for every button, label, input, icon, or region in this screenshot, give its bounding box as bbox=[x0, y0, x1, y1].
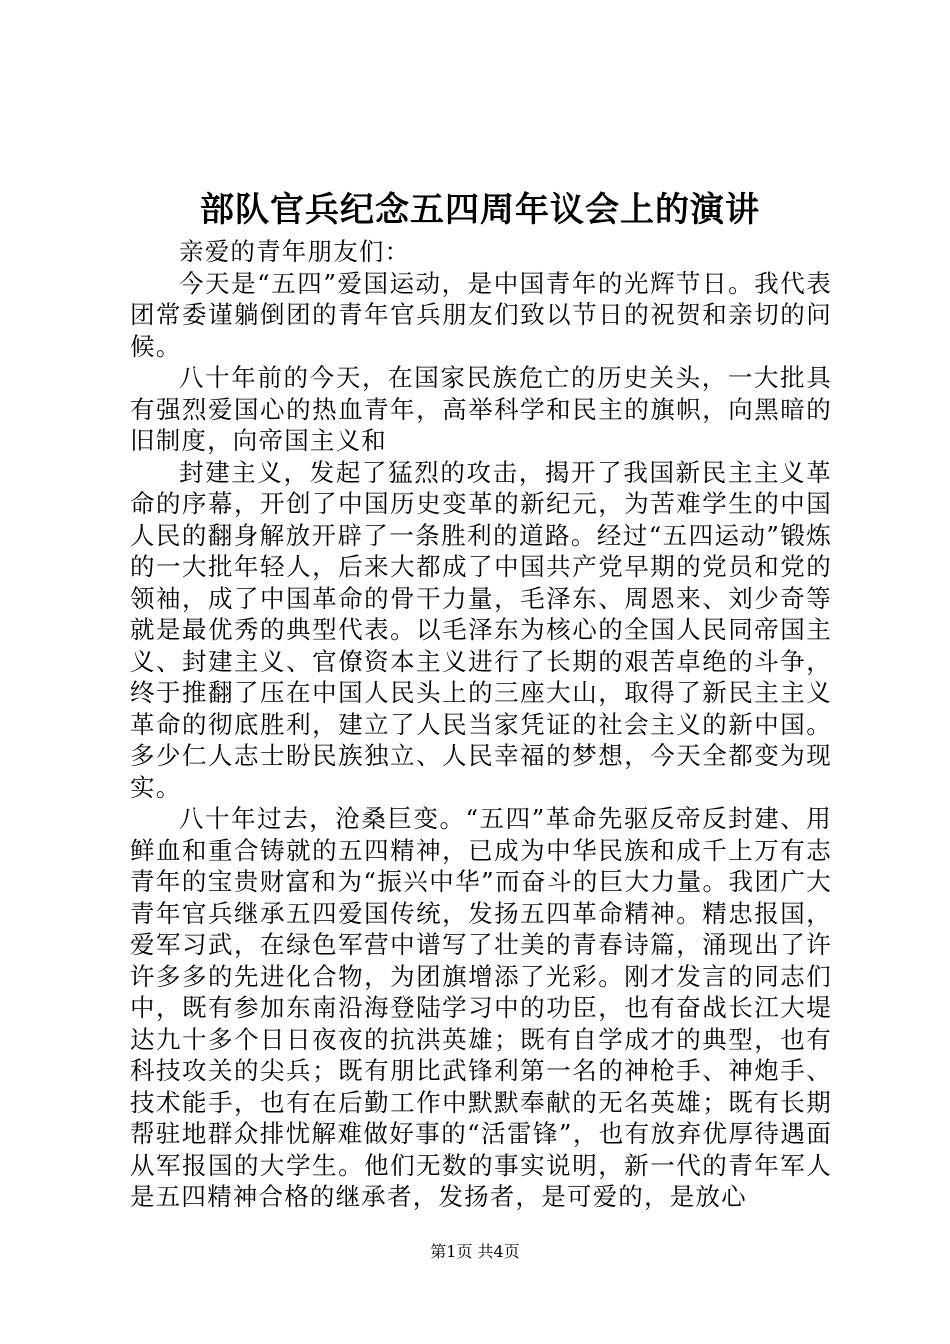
paragraph-2: 八十年前的今天，在国家民族危亡的历史关头，一大批具有强烈爱国心的热血青年，高举科学和民主的旗帜，向黑暗的旧制度，向帝国主义和 bbox=[130, 363, 832, 455]
paragraph-3: 封建主义，发起了猛烈的攻击，揭开了我国新民主主义革命的序幕，开创了中国历史变革的新纪元，为苦难学生的中国人民的翻身解放开辟了一条胜利的道路。经过“五四运动”锻炼的一大批年轻人，后来大都成了中国共产党早期的党员和党的领袖，成了中国革命的骨干力量，毛泽东、周恩来、刘少奇等就是最优秀的典型代表。以毛泽东为核心的全国人民同帝国主义、封建主义、官僚资本主义进行了长期的艰苦卓绝的斗争，终于推翻了压在中国人民头上的三座大山，取得了新民主主义革命的彻底胜利，建立了人民当家凭证的社会主义的新中国。多少仁人志士盼民族独立、人民幸福的梦想，今天全都变为现实。 bbox=[130, 457, 832, 802]
paragraph-4: 八十年过去，沧桑巨变。“五四”革命先驱反帝反封建、用鲜血和重合铸就的五四精神，已成为中华民族和成千上万有志青年的宝贵财富和为“振兴中华”而奋斗的巨大力量。我团广大青年官兵继承五四爱国传统，发扬五四革命精神。精忠报国，爱军习武，在绿色军营中谱写了壮美的青春诗篇，涌现出了许许多多的先进化合物，为团旗增添了光彩。刚才发言的同志们中，既有参加东南沿海登陆学习中的功臣，也有奋战长江大堤达九十多个日日夜夜的抗洪英雄；既有自学成才的典型，也有科技攻关的尖兵；既有朋比武锋利第一名的神枪手、神炮手、技术能手，也有在后勤工作中默默奉献的无名英雄；既有长期帮驻地群众排忧解难做好事的“活雷锋”，也有放弃优厚待遇面从军报国的大学生。他们无数的事实说明，新一代的青年军人是五四精神合格的继承者，发扬者，是可爱的，是放心 bbox=[130, 804, 832, 1211]
page-number-footer: 第1页 共4页 bbox=[430, 1242, 520, 1261]
document-title: 部队官兵纪念五四周年议会上的演讲 bbox=[200, 190, 760, 230]
salutation: 亲爱的青年朋友们： bbox=[179, 237, 411, 266]
document-body bbox=[130, 236, 832, 1213]
paragraph-1: 今天是“五四”爱国运动，是中国青年的光辉节日。我代表团常委谨躺倒团的青年官兵朋友们致以节日的祝贺和亲切的问候。 bbox=[130, 268, 832, 361]
